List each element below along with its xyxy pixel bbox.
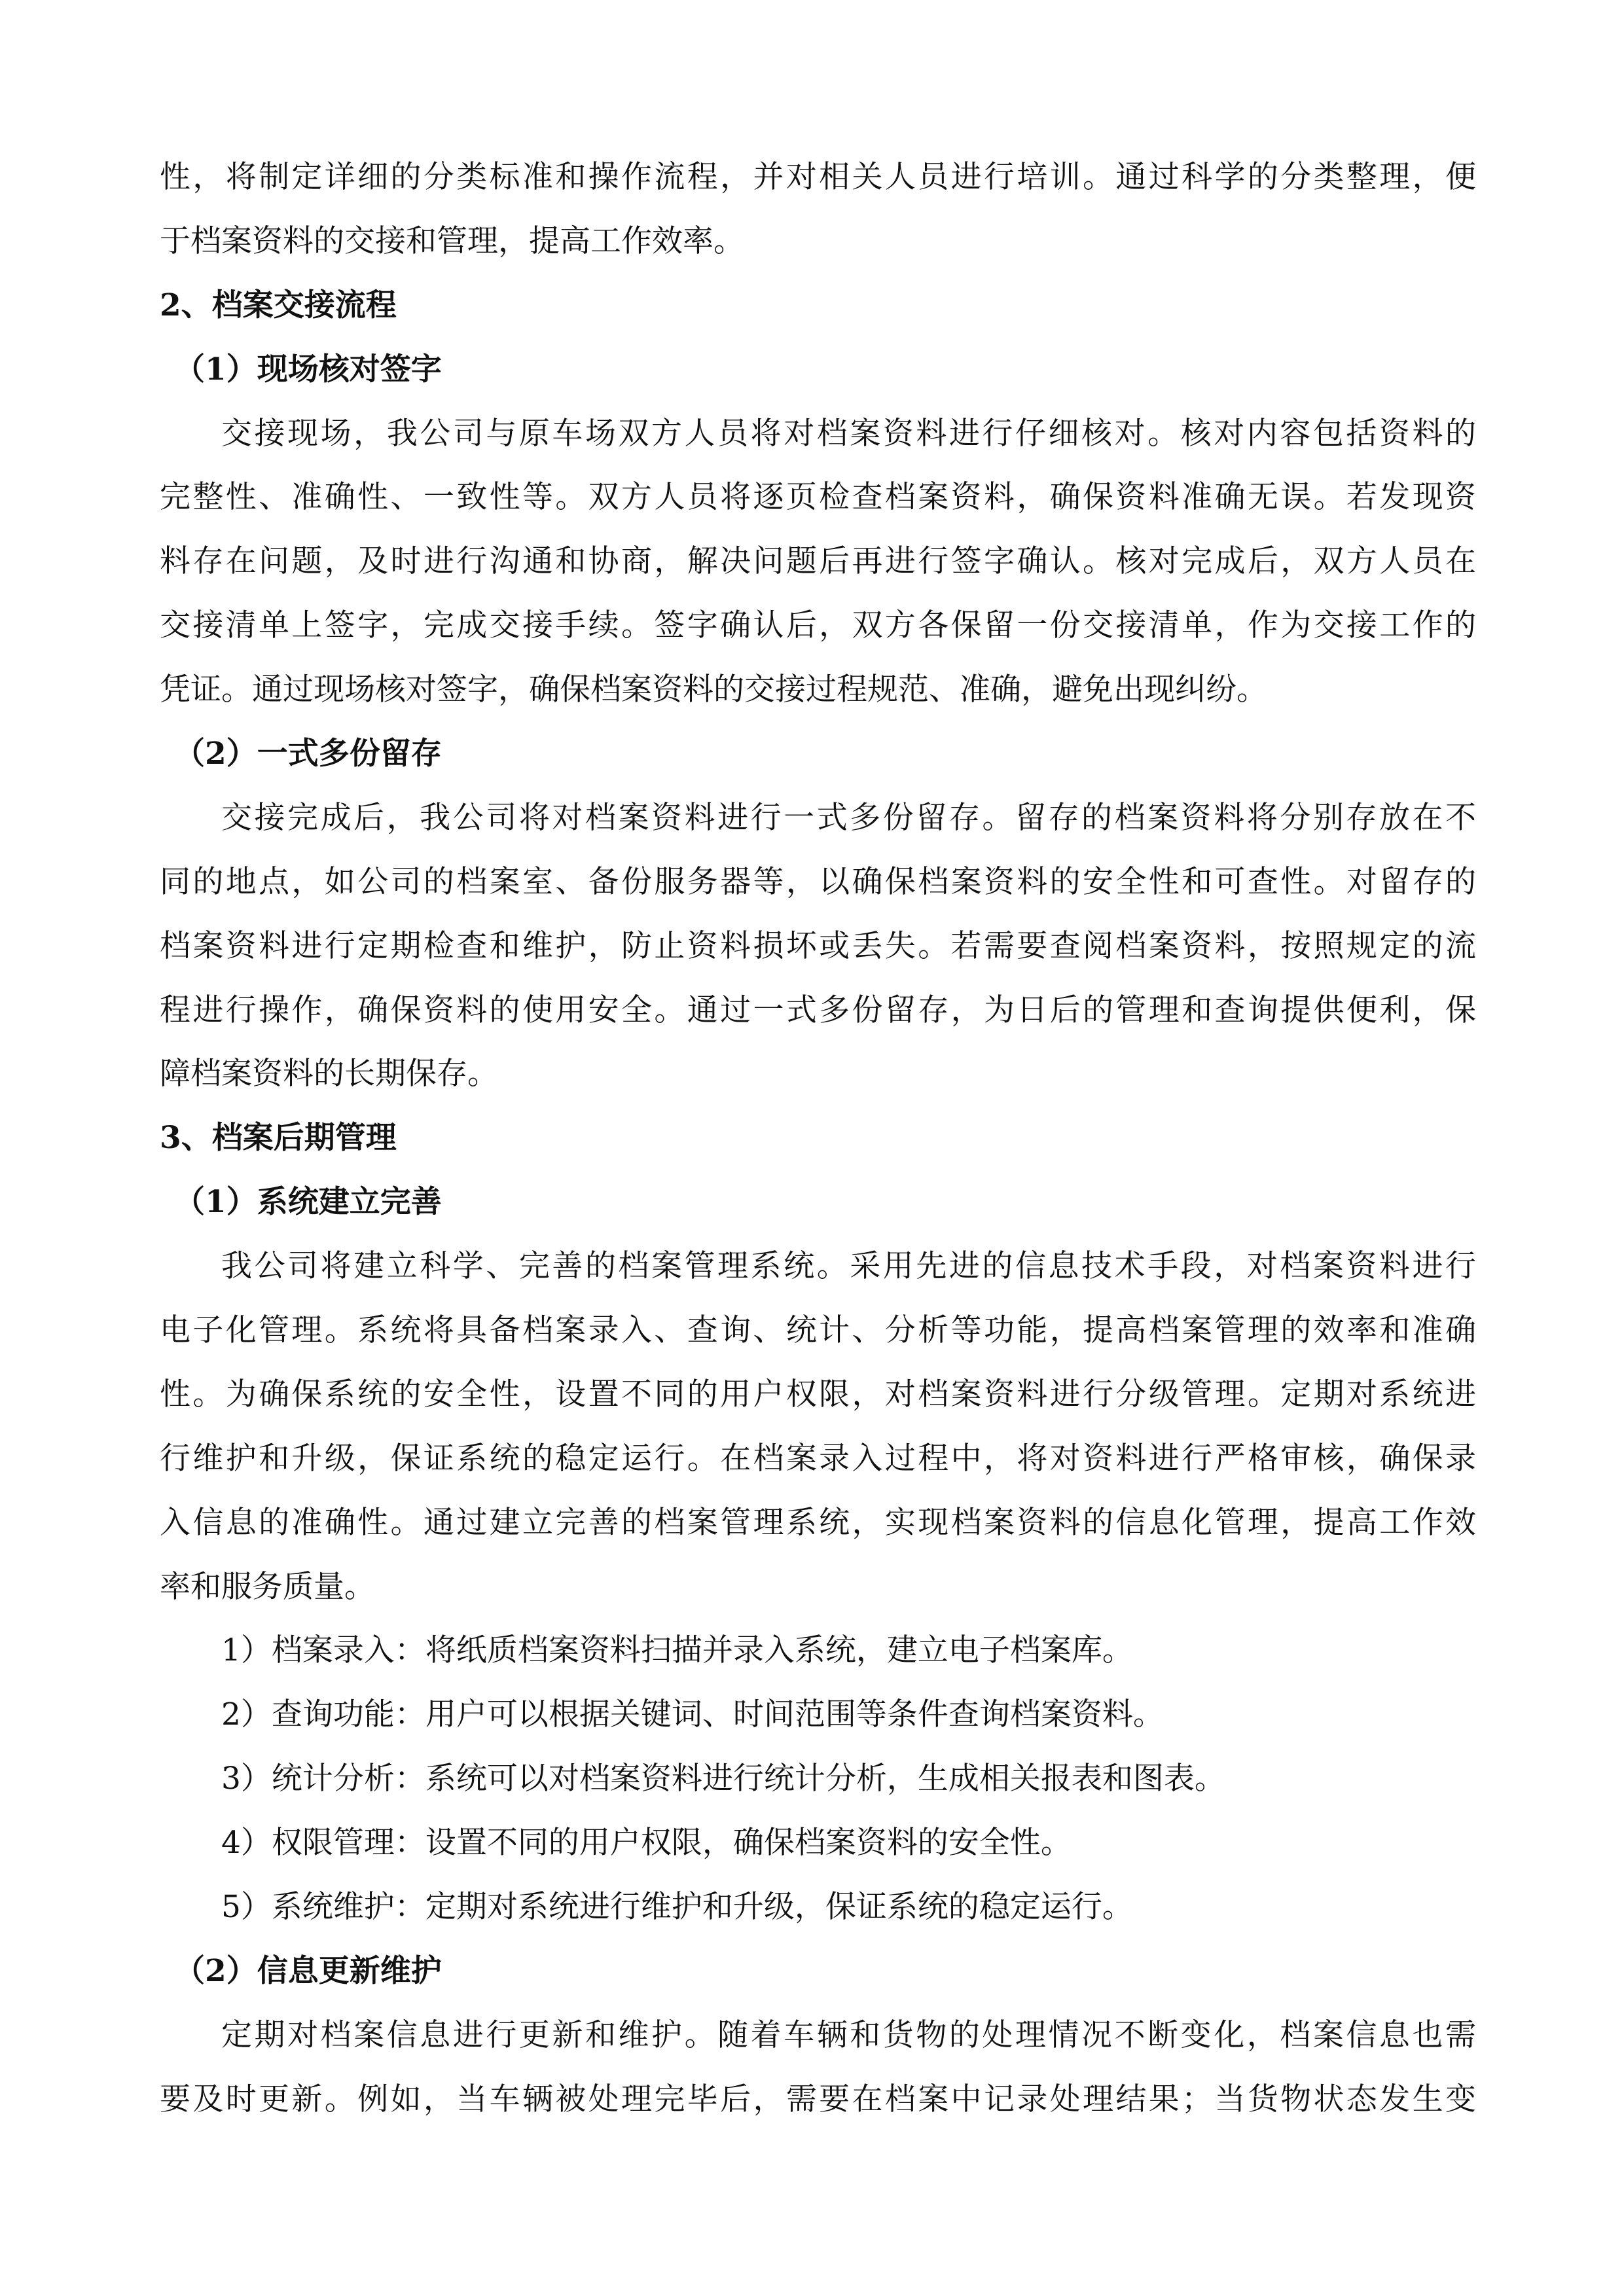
text-line: 同的地点，如公司的档案室、备份服务器等，以确保档案资料的安全性和可查性。对留存的 [160, 863, 1476, 900]
text-line: 档案资料进行定期检查和维护，防止资料损坏或丢失。若需要查阅档案资料，按照规定的流 [160, 927, 1476, 964]
text-line: 入信息的准确性。通过建立完善的档案管理系统，实现档案资料的信息化管理，提高工作效 [160, 1504, 1476, 1541]
text-line: 要及时更新。例如，当车辆被处理完毕后，需要在档案中记录处理结果；当货物状态发生变 [160, 2081, 1476, 2117]
text-line: 性，将制定详细的分类标准和操作流程，并对相关人员进行培训。通过科学的分类整理，便 [160, 159, 1476, 195]
text-line: 程进行操作，确保资料的使用安全。通过一式多份留存，为日后的管理和查询提供便利，保 [160, 992, 1476, 1028]
text-line: 电子化管理。系统将具备档案录入、查询、统计、分析等功能，提高档案管理的效率和准确 [160, 1312, 1476, 1349]
text-line: 2、档案交接流程 [160, 287, 397, 323]
text-line: 性。为确保系统的安全性，设置不同的用户权限，对档案资料进行分级管理。定期对系统进 [160, 1376, 1476, 1412]
list-item [160, 1619, 1476, 1683]
text-line: 料存在问题，及时进行沟通和协商，解决问题后再进行签字确认。核对完成后，双方人员在 [160, 543, 1476, 580]
paragraph-continued [160, 145, 1476, 274]
text-line: 于档案资料的交接和管理，提高工作效率。 [160, 223, 744, 259]
subsection-heading [160, 338, 1476, 402]
text-line: 率和服务质量。 [160, 1568, 375, 1605]
text-line: （2）信息更新维护 [174, 1952, 442, 1989]
subsection-heading [160, 1939, 1476, 2003]
text-line: 5）系统维护：定期对系统进行维护和升级，保证系统的稳定运行。 [221, 1889, 1133, 1926]
list-item [160, 1875, 1476, 1939]
document-page [160, 145, 1476, 2132]
paragraph [160, 786, 1476, 1106]
section-heading [160, 1106, 1476, 1170]
subsection-heading [160, 1170, 1476, 1234]
text-line: （1）现场核对签字 [174, 351, 442, 387]
text-line: 行维护和升级，保证系统的稳定运行。在档案录入过程中，将对资料进行严格审核，确保录 [160, 1440, 1476, 1477]
list-item [160, 1747, 1476, 1811]
text-line: 交接清单上签字，完成交接手续。签字确认后，双方各保留一份交接清单，作为交接工作的 [160, 607, 1476, 644]
subsection-heading [160, 722, 1476, 786]
text-line: 3、档案后期管理 [160, 1120, 397, 1157]
paragraph [160, 2003, 1476, 2132]
section-heading [160, 274, 1476, 338]
list-item [160, 1683, 1476, 1747]
text-line: 定期对档案信息进行更新和维护。随着车辆和货物的处理情况不断变化，档案信息也需 [221, 2017, 1476, 2053]
text-line: （1）系统建立完善 [174, 1184, 442, 1221]
text-line: 3）统计分析：系统可以对档案资料进行统计分析，生成相关报表和图表。 [221, 1761, 1225, 1797]
paragraph [160, 402, 1476, 722]
paragraph [160, 1234, 1476, 1619]
text-line: 交接现场，我公司与原车场双方人员将对档案资料进行仔细核对。核对内容包括资料的 [221, 415, 1476, 452]
text-line: 2）查询功能：用户可以根据关键词、时间范围等条件查询档案资料。 [221, 1696, 1164, 1733]
text-line: 交接完成后，我公司将对档案资料进行一式多份留存。留存的档案资料将分别存放在不 [221, 799, 1476, 836]
text-line: 凭证。通过现场核对签字，确保档案资料的交接过程规范、准确，避免出现纠纷。 [160, 672, 1267, 708]
text-line: 1）档案录入：将纸质档案资料扫描并录入系统，建立电子档案库。 [221, 1632, 1133, 1669]
text-line: 完整性、准确性、一致性等。双方人员将逐页检查档案资料，确保资料准确无误。若发现资 [160, 479, 1476, 516]
text-line: 障档案资料的长期保存。 [160, 1056, 498, 1092]
text-line: （2）一式多份留存 [174, 736, 442, 772]
list-item [160, 1811, 1476, 1875]
text-line: 我公司将建立科学、完善的档案管理系统。采用先进的信息技术手段，对档案资料进行 [221, 1248, 1476, 1285]
text-line: 4）权限管理：设置不同的用户权限，确保档案资料的安全性。 [221, 1825, 1072, 1861]
